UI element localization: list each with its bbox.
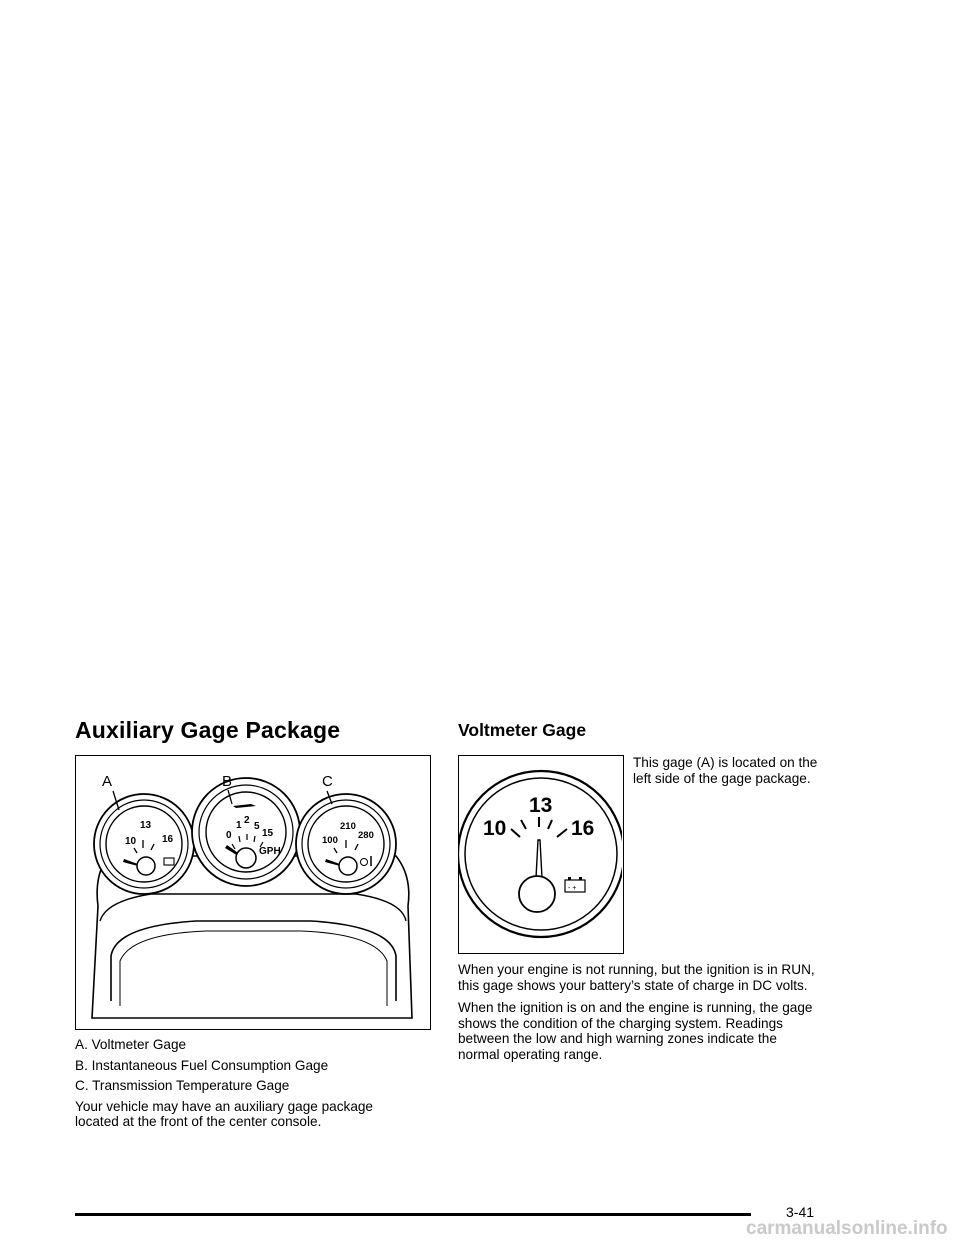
svg-text:280: 280 <box>358 830 374 841</box>
tick-16: 16 <box>571 817 595 840</box>
voltmeter-gage-figure <box>458 755 624 954</box>
svg-text:10: 10 <box>125 836 137 847</box>
svg-text:16: 16 <box>162 834 174 845</box>
callout-b: B <box>222 773 233 790</box>
tick-13: 13 <box>529 794 553 817</box>
section-heading-voltmeter-gage: Voltmeter Gage <box>458 720 587 740</box>
caption-a: A. Voltmeter Gage <box>75 1037 187 1052</box>
gauge-c-transmission-temperature <box>296 794 396 894</box>
svg-text:5: 5 <box>254 821 260 832</box>
caption-c: C. Transmission Temperature Gage <box>75 1078 290 1093</box>
svg-text:15: 15 <box>262 828 274 839</box>
gauge-a-voltmeter <box>94 794 194 894</box>
gauge-b-fuel-consumption <box>192 778 300 886</box>
voltmeter-location-text: This gage (A) is located on the left side of the gage package. <box>633 755 818 786</box>
callout-c: C <box>322 773 333 790</box>
voltmeter-body <box>458 962 818 1062</box>
watermark: carmanualsonline.info <box>746 1218 948 1239</box>
voltmeter-paragraph-2: When the ignition is on and the engine is running, the gage shows the condition of the charging system. Readings between the low and high warning zones indicate the normal operating range. <box>458 1000 813 1062</box>
footer-rule <box>75 1213 751 1216</box>
intro-paragraph: Your vehicle may have an auxiliary gage package located at the front of the center console. <box>75 1098 373 1129</box>
voltmeter-illustration <box>459 756 622 952</box>
svg-text:100: 100 <box>322 835 338 846</box>
svg-text:210: 210 <box>340 821 356 832</box>
svg-text:0: 0 <box>226 830 232 841</box>
svg-text:2: 2 <box>244 815 250 826</box>
caption-b: B. Instantaneous Fuel Consumption Gage <box>75 1057 329 1073</box>
auxiliary-gage-package-figure <box>75 755 431 1030</box>
page-number: 3-41 <box>786 1204 815 1220</box>
svg-text:- +: - + <box>568 885 577 892</box>
svg-text:1: 1 <box>236 820 242 831</box>
tick-10: 10 <box>483 817 507 840</box>
callout-a: A <box>102 773 113 790</box>
gage-package-illustration <box>76 756 429 1028</box>
figure-caption-list <box>75 1037 435 1130</box>
voltmeter-paragraph-1: When your engine is not running, but the ignition is in RUN, this gage shows your battery’s state of charge in DC volts. <box>458 962 815 993</box>
svg-text:GPH: GPH <box>259 846 281 857</box>
section-heading-auxiliary-gage-package: Auxiliary Gage Package <box>75 717 341 743</box>
needle-hub <box>519 876 555 912</box>
svg-text:13: 13 <box>140 820 152 831</box>
